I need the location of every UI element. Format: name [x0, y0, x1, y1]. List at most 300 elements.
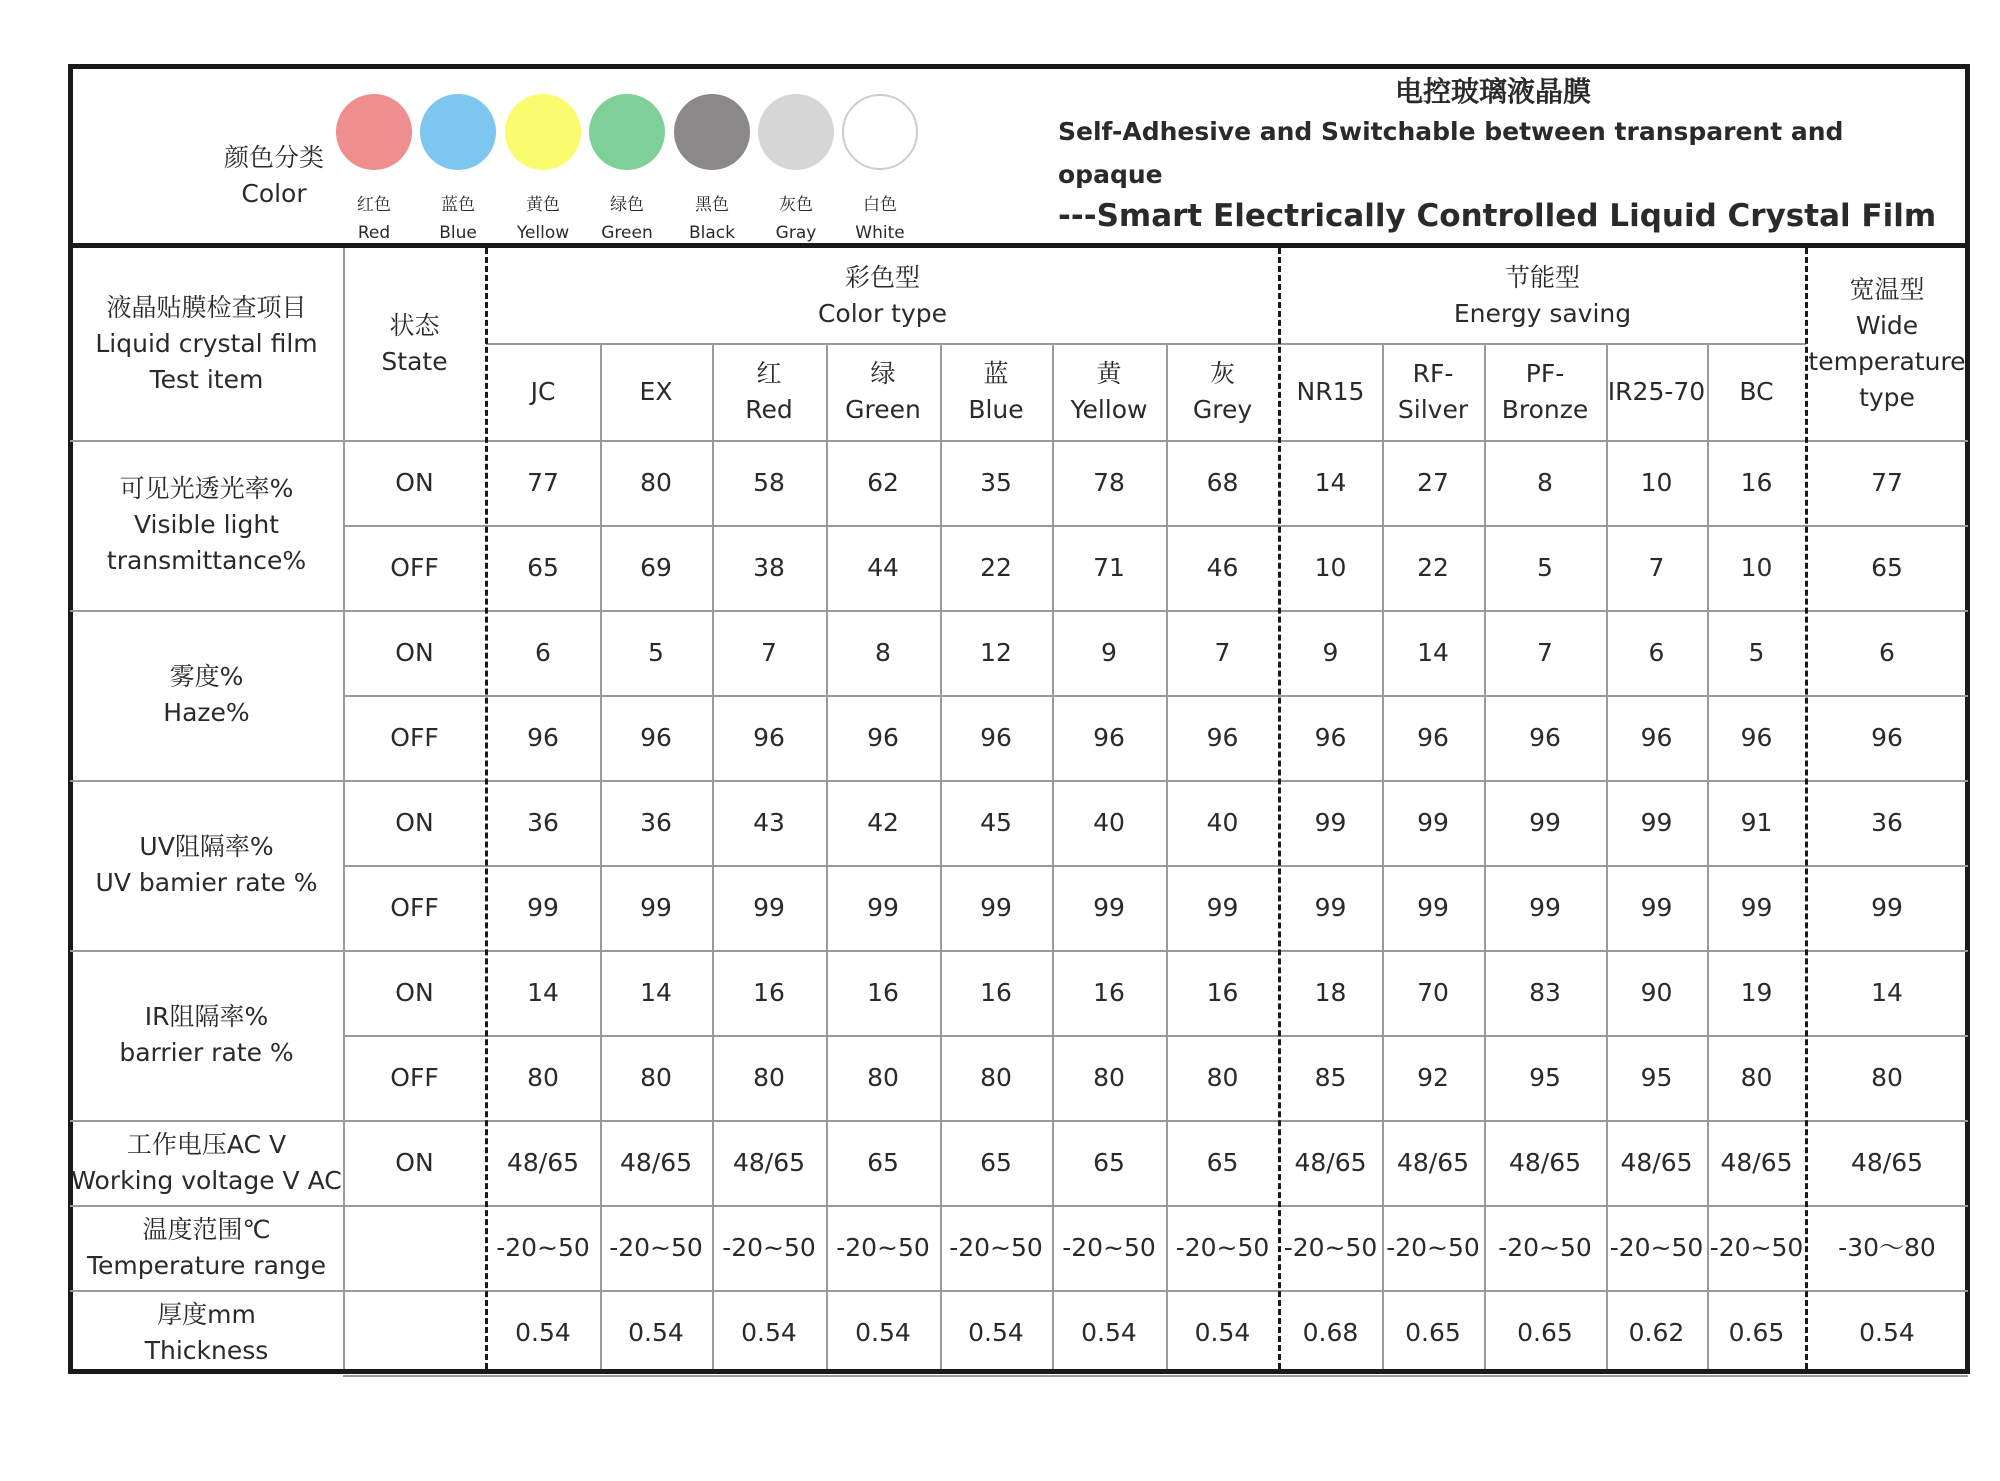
title-en-line1: Self-Adhesive and Switchable between transparent and	[1058, 117, 1844, 146]
state-cell	[343, 950, 486, 1035]
value-cell	[1052, 1205, 1166, 1290]
value-cell-line: 10	[1314, 552, 1347, 582]
state-header-line: 状态	[389, 311, 440, 340]
value-cell	[1279, 1205, 1382, 1290]
value-cell	[1382, 780, 1484, 865]
value-cell-line: 6	[1648, 637, 1665, 667]
value-cell-line: 7	[1537, 637, 1553, 667]
value-cell-line: 0.62	[1628, 1317, 1685, 1347]
value-cell	[1052, 865, 1166, 950]
value-cell	[1484, 780, 1606, 865]
value-cell-line: 85	[1314, 1062, 1347, 1092]
value-cell-line: 0.54	[968, 1317, 1024, 1347]
column-header-grey-line: Grey	[1192, 394, 1253, 424]
label-column-rule	[343, 248, 345, 1369]
value-cell-line: -20~50	[836, 1232, 930, 1262]
value-cell	[600, 1205, 712, 1290]
value-cell-line: 96	[1093, 722, 1125, 752]
group-wide-temp-header-line: Wide	[1855, 311, 1919, 340]
value-cell	[1707, 525, 1806, 610]
value-cell-line: 83	[1529, 977, 1561, 1007]
value-cell-line: 0.54	[515, 1317, 571, 1347]
value-cell-line: 80	[1871, 1062, 1903, 1092]
value-cell-line: 14	[640, 977, 672, 1007]
swatch-green-label-en: Green	[601, 223, 653, 243]
value-cell-line: 99	[640, 892, 672, 922]
value-cell	[1382, 1290, 1484, 1375]
value-cell	[486, 1035, 600, 1120]
value-cell	[940, 1035, 1052, 1120]
column-rule	[940, 343, 942, 1369]
column-header-grey	[1166, 343, 1279, 440]
value-cell	[712, 610, 826, 695]
column-header-green	[826, 343, 940, 440]
value-cell-line: 10	[1740, 552, 1773, 582]
value-cell-line: 7	[761, 637, 777, 667]
value-cell-line: -20~50	[1386, 1232, 1480, 1262]
row-rule	[70, 1290, 1968, 1292]
value-cell-line: 99	[1093, 892, 1125, 922]
value-cell-line: 96	[980, 722, 1012, 752]
column-header-rf-silver	[1382, 343, 1484, 440]
state-cell-line: OFF	[390, 892, 439, 922]
value-cell	[486, 865, 600, 950]
value-cell	[1484, 1035, 1606, 1120]
column-rule	[600, 343, 602, 1369]
value-cell	[1806, 610, 1968, 695]
column-header-ir25-70	[1606, 343, 1707, 440]
value-cell	[1484, 950, 1606, 1035]
value-cell-line: 65	[527, 552, 559, 582]
value-cell	[600, 1035, 712, 1120]
value-cell	[1806, 1205, 1968, 1290]
state-cell	[343, 1035, 486, 1120]
value-cell	[940, 865, 1052, 950]
column-rule	[1382, 343, 1384, 1369]
row-rule	[343, 1035, 1968, 1037]
value-cell	[940, 1120, 1052, 1205]
value-cell	[1279, 1120, 1382, 1205]
value-cell	[1279, 1035, 1382, 1120]
value-cell	[1052, 440, 1166, 525]
title-en-line3: ---Smart Electrically Controlled Liquid Crystal Film	[1058, 198, 1937, 234]
row-label-1-line: 可见光透光率%	[119, 474, 294, 503]
value-cell	[712, 1205, 826, 1290]
value-cell-line: 40	[1093, 807, 1125, 837]
value-cell	[826, 950, 940, 1035]
value-cell	[712, 865, 826, 950]
value-cell	[826, 1290, 940, 1375]
value-cell	[1606, 610, 1707, 695]
value-cell	[1806, 865, 1968, 950]
value-cell	[1606, 1290, 1707, 1375]
swatch-gray-label-cn: 灰色	[779, 195, 813, 215]
value-cell	[940, 525, 1052, 610]
value-cell-line: 43	[753, 807, 785, 837]
column-header-pf-bronze	[1484, 343, 1606, 440]
swatch-black-label-en: Black	[689, 223, 735, 243]
value-cell	[1484, 695, 1606, 780]
value-cell-line: 62	[867, 467, 899, 497]
group-wide-temp-header-line: 宽温型	[1849, 275, 1925, 304]
value-cell-line: 35	[980, 467, 1012, 497]
column-header-bc-line: BC	[1739, 376, 1774, 406]
value-cell	[712, 1035, 826, 1120]
value-cell-line: 45	[980, 807, 1012, 837]
value-cell	[1806, 1290, 1968, 1375]
value-cell-line: 14	[1417, 637, 1449, 667]
value-cell	[826, 1205, 940, 1290]
value-cell-line: 96	[1740, 722, 1773, 752]
value-cell-line: 0.54	[1194, 1317, 1251, 1347]
value-cell	[1279, 695, 1382, 780]
value-cell-line: 0.54	[1081, 1317, 1137, 1347]
value-cell-line: -20~50	[609, 1232, 703, 1262]
value-cell-line: 99	[1314, 892, 1347, 922]
value-cell-line: 96	[1314, 722, 1347, 752]
row-label-6-line: 温度范围℃	[142, 1214, 271, 1244]
column-header-yellow	[1052, 343, 1166, 440]
value-cell-line: 80	[1740, 1062, 1773, 1092]
value-cell-line: 16	[980, 977, 1012, 1007]
value-cell-line: 48/65	[732, 1147, 806, 1177]
value-cell-line: 99	[527, 892, 559, 922]
value-cell	[1382, 1120, 1484, 1205]
value-cell-line: 42	[867, 807, 899, 837]
value-cell	[1382, 1205, 1484, 1290]
value-cell-line: 91	[1740, 807, 1773, 837]
test-item-header	[70, 248, 343, 440]
value-cell-line: -20~50	[949, 1232, 1043, 1262]
value-cell-line: 0.54	[1859, 1317, 1915, 1347]
value-cell	[1052, 950, 1166, 1035]
value-cell-line: 96	[753, 722, 785, 752]
column-header-yellow-line: Yellow	[1070, 394, 1148, 424]
color-label-cn: 颜色分类	[223, 143, 324, 172]
value-cell	[1484, 1205, 1606, 1290]
group-dashed-separator	[1805, 248, 1808, 1369]
swatch-blue-label-en: Blue	[439, 223, 477, 243]
value-cell	[712, 950, 826, 1035]
group-energy-saving-header	[1279, 248, 1806, 343]
value-cell-line: 48/65	[1620, 1147, 1693, 1177]
value-cell	[600, 440, 712, 525]
value-cell	[1806, 1035, 1968, 1120]
state-cell	[343, 1120, 486, 1205]
value-cell	[1052, 1290, 1166, 1375]
value-cell	[1606, 1035, 1707, 1120]
value-cell-line: -20~50	[1498, 1232, 1592, 1262]
value-cell	[940, 695, 1052, 780]
row-rule	[70, 1205, 1968, 1207]
value-cell	[1484, 440, 1606, 525]
row-label-2-line: Haze%	[163, 698, 250, 727]
column-header-red-line: Red	[745, 394, 793, 424]
value-cell	[1606, 865, 1707, 950]
state-cell-line: OFF	[390, 722, 439, 752]
value-cell-line: 5	[1748, 637, 1765, 667]
value-cell-line: 99	[1640, 807, 1673, 837]
value-cell	[486, 950, 600, 1035]
group-color-type-header-line: Color type	[817, 298, 948, 328]
column-header-red	[712, 343, 826, 440]
row-rule	[70, 780, 1968, 782]
value-cell	[1606, 1205, 1707, 1290]
value-cell-line: 99	[1871, 892, 1903, 922]
state-cell-line: ON	[395, 977, 434, 1007]
value-cell-line: 36	[640, 807, 672, 837]
value-cell-line: 99	[1206, 892, 1239, 922]
value-cell	[1806, 1120, 1968, 1205]
value-cell	[1806, 950, 1968, 1035]
row-label-3-line: UV bamier rate %	[95, 868, 318, 897]
value-cell	[600, 950, 712, 1035]
value-cell-line: 96	[1417, 722, 1449, 752]
value-cell-line: 90	[1640, 977, 1673, 1007]
value-cell-line: 99	[980, 892, 1012, 922]
row-rule	[70, 440, 1968, 442]
value-cell	[826, 695, 940, 780]
row-label-1-line: Visible light	[133, 510, 280, 539]
value-cell	[1606, 950, 1707, 1035]
value-cell	[600, 525, 712, 610]
row-rule	[70, 1120, 1968, 1122]
state-cell	[343, 610, 486, 695]
value-cell-line: 18	[1314, 977, 1347, 1007]
value-cell	[486, 610, 600, 695]
state-cell	[343, 780, 486, 865]
value-cell	[1707, 440, 1806, 525]
value-cell	[826, 1120, 940, 1205]
value-cell-line: 70	[1417, 977, 1449, 1007]
value-cell	[1806, 440, 1968, 525]
value-cell-line: 9	[1322, 637, 1339, 667]
title-en-line2: opaque	[1058, 160, 1163, 189]
value-cell	[1382, 1035, 1484, 1120]
value-cell-line: 6	[535, 637, 551, 667]
subheader-rule	[486, 343, 1806, 345]
state-header	[343, 248, 486, 440]
value-cell-line: 16	[1206, 977, 1239, 1007]
value-cell	[1806, 695, 1968, 780]
value-cell-line: 7	[1648, 552, 1665, 582]
value-cell	[1484, 1120, 1606, 1205]
value-cell-line: 96	[527, 722, 559, 752]
value-cell-line: 80	[867, 1062, 899, 1092]
column-header-jc	[486, 343, 600, 440]
value-cell	[1166, 695, 1279, 780]
value-cell-line: -20~50	[496, 1232, 590, 1262]
value-cell	[600, 780, 712, 865]
row-rule	[343, 1375, 1968, 1377]
column-rule	[1166, 343, 1168, 1369]
column-header-grey-line: 灰	[1209, 358, 1235, 388]
value-cell	[600, 865, 712, 950]
value-cell-line: -20~50	[1175, 1232, 1270, 1262]
column-header-rf-silver-line: RF-Silver	[1397, 358, 1469, 424]
group-color-type-header	[486, 248, 1279, 343]
value-cell	[1382, 440, 1484, 525]
value-cell	[1606, 780, 1707, 865]
column-header-nr15-line: NR15	[1296, 376, 1365, 406]
value-cell-line: 65	[980, 1147, 1012, 1177]
row-label-5-line: 工作电压AC V	[126, 1129, 287, 1159]
value-cell	[1707, 1035, 1806, 1120]
value-cell-line: 69	[640, 552, 672, 582]
value-cell-line: 80	[527, 1062, 559, 1092]
value-cell	[1707, 950, 1806, 1035]
value-cell-line: 95	[1529, 1062, 1561, 1092]
value-cell	[1707, 780, 1806, 865]
row-label-4	[70, 950, 343, 1120]
value-cell-line: 16	[1093, 977, 1125, 1007]
value-cell	[1606, 1120, 1707, 1205]
column-header-red-line: 红	[756, 358, 782, 388]
row-label-7-line: 厚度mm	[157, 1299, 256, 1329]
value-cell-line: 99	[1417, 807, 1449, 837]
value-cell-line: 80	[980, 1062, 1012, 1092]
value-cell-line: 14	[527, 977, 559, 1007]
row-label-7-line: Thickness	[144, 1335, 269, 1365]
value-cell	[486, 440, 600, 525]
value-cell-line: -20~50	[1283, 1232, 1378, 1262]
value-cell	[1052, 610, 1166, 695]
column-header-nr15	[1279, 343, 1382, 440]
value-cell	[486, 780, 600, 865]
state-header-line: State	[381, 347, 448, 376]
value-cell-line: 0.65	[1517, 1317, 1573, 1347]
value-cell-line: 77	[1871, 467, 1903, 497]
value-cell	[1806, 525, 1968, 610]
value-cell-line: 44	[867, 552, 899, 582]
row-rule	[70, 610, 1968, 612]
swatch-yellow-label-en: Yellow	[516, 223, 570, 243]
value-cell-line: 5	[648, 637, 664, 667]
value-cell-line: -20~50	[722, 1232, 816, 1262]
value-cell	[486, 1205, 600, 1290]
value-cell	[600, 1290, 712, 1375]
value-cell-line: 80	[753, 1062, 785, 1092]
value-cell	[826, 865, 940, 950]
value-cell	[1166, 950, 1279, 1035]
test-item-header-line: Test item	[149, 365, 264, 394]
value-cell	[1707, 610, 1806, 695]
swatch-yellow-label-cn: 黄色	[526, 195, 560, 215]
value-cell-line: 99	[1640, 892, 1673, 922]
value-cell-line: 48/65	[1294, 1147, 1367, 1177]
value-cell-line: 65	[1206, 1147, 1239, 1177]
color-label-en: Color	[241, 179, 307, 208]
state-cell	[343, 525, 486, 610]
group-color-type-header-line: 彩色型	[844, 262, 920, 292]
value-cell-line: 68	[1206, 467, 1239, 497]
value-cell-line: 48/65	[1396, 1147, 1470, 1177]
value-cell-line: 22	[980, 552, 1012, 582]
swatch-red-label-en: Red	[357, 223, 391, 243]
swatch-red-label-cn: 红色	[357, 195, 391, 215]
value-cell	[600, 695, 712, 780]
state-cell-line: ON	[395, 807, 434, 837]
value-cell	[1484, 1290, 1606, 1375]
value-cell-line: 16	[867, 977, 899, 1007]
value-cell	[1279, 865, 1382, 950]
value-cell	[826, 780, 940, 865]
row-label-5-line: Working voltage V AC	[71, 1165, 342, 1195]
group-wide-temp-header-line: temperature	[1808, 347, 1966, 376]
row-label-4-line: IR阻隔率%	[144, 1002, 269, 1031]
value-cell-line: 0.54	[741, 1317, 797, 1347]
row-label-3	[70, 780, 343, 950]
value-cell	[486, 1290, 600, 1375]
group-dashed-separator	[1278, 248, 1281, 1369]
value-cell-line: -20~50	[1609, 1232, 1704, 1262]
value-cell-line: 80	[1093, 1062, 1125, 1092]
row-label-1	[70, 440, 343, 610]
column-header-bc	[1707, 343, 1806, 440]
value-cell	[1484, 610, 1606, 695]
column-rule	[712, 343, 714, 1369]
column-header-jc-line: JC	[530, 376, 556, 406]
value-cell	[1052, 1035, 1166, 1120]
value-cell-line: 95	[1640, 1062, 1673, 1092]
value-cell	[600, 610, 712, 695]
value-cell	[1707, 1205, 1806, 1290]
value-cell	[826, 525, 940, 610]
value-cell-line: 36	[1871, 807, 1903, 837]
state-cell	[343, 440, 486, 525]
column-rule	[826, 343, 828, 1369]
value-cell-line: 96	[867, 722, 899, 752]
value-cell-line: 96	[1529, 722, 1561, 752]
value-cell-line: 27	[1417, 467, 1449, 497]
row-label-6-line: Temperature range	[86, 1250, 326, 1280]
value-cell	[1806, 780, 1968, 865]
value-cell	[1484, 525, 1606, 610]
row-label-1-line: transmittance%	[106, 546, 307, 575]
value-cell	[1166, 865, 1279, 950]
value-cell	[826, 1035, 940, 1120]
value-cell-line: -30～80	[1838, 1232, 1936, 1262]
value-cell	[940, 610, 1052, 695]
group-wide-temp-header	[1806, 248, 1968, 440]
value-cell-line: 65	[1871, 552, 1903, 582]
value-cell-line: -20~50	[1709, 1232, 1804, 1262]
value-cell	[1382, 950, 1484, 1035]
row-label-7	[70, 1290, 343, 1375]
value-cell-line: 99	[1417, 892, 1449, 922]
value-cell	[1279, 1290, 1382, 1375]
column-rule	[1707, 343, 1709, 1369]
value-cell-line: 96	[1871, 722, 1903, 752]
group-energy-saving-header-line: Energy saving	[1453, 298, 1632, 328]
value-cell	[1052, 695, 1166, 780]
swatch-white-label-cn: 白色	[863, 195, 897, 215]
value-cell	[1484, 865, 1606, 950]
column-header-ex-line: EX	[639, 376, 673, 406]
column-rule	[1484, 343, 1486, 1369]
value-cell	[940, 950, 1052, 1035]
value-cell	[486, 1120, 600, 1205]
value-cell-line: 99	[867, 892, 899, 922]
value-cell	[712, 780, 826, 865]
swatch-black-label-cn: 黑色	[695, 195, 729, 215]
value-cell-line: 16	[753, 977, 785, 1007]
value-cell	[600, 1120, 712, 1205]
row-rule	[343, 695, 1968, 697]
value-cell-line: 19	[1740, 977, 1773, 1007]
value-cell	[712, 695, 826, 780]
value-cell-line: 48/65	[1720, 1147, 1793, 1177]
